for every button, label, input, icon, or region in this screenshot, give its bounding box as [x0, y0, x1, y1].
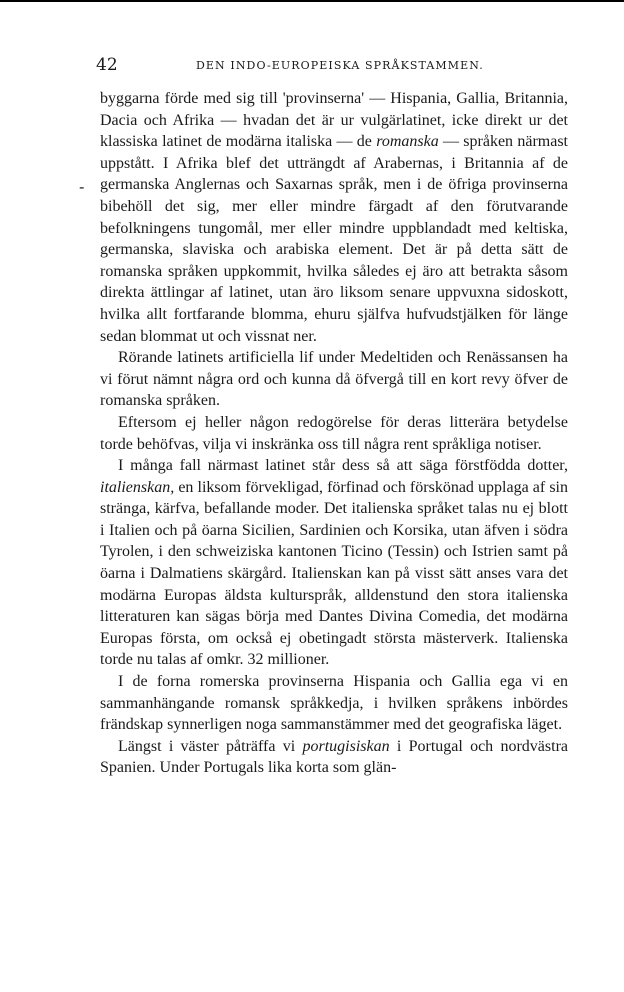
paragraph-text: Eftersom ej heller någon redogörelse för deras litterära betydelse torde behöfvas, vilja vi inskränka oss till några rent språkliga notiser. [100, 413, 568, 453]
body-text [100, 88, 568, 779]
page-header [96, 55, 568, 79]
paragraph [100, 88, 568, 347]
page-number: 42 [96, 55, 118, 75]
paragraph-text: — språken närmast uppstått. I Afrika blef det utträngdt af Arabernas, i Britannia af de germanska Anglernas och Saxarnas språk, men i de öfriga provinserna bibehöll det sig, mer eller mindre färgadt af den förutvarande befolkningens tungomål, mer eller mindre uppblandadt med keltiska, germanska, slaviska och arabiska element. Det är på detta sätt de romanska språken uppkommit, hvilka således ej äro att betrakta såsom direkta ättlingar af latinet, utan äro liksom senare uppvuxna sidoskott, hvilka allt fortfarande blomma, ehuru själfva hufvudstjälken för länge sedan blommat ut och vissnat ner. [100, 133, 569, 345]
paragraph-text: Rörande latinets artificiella lif under Medeltiden och Renässansen ha vi förut nämnt några ord och kunna då öfvergå till en kort revy öfver de romanska språken. [100, 349, 568, 410]
paragraph [100, 347, 568, 412]
emphasis-text: italienskan, [100, 478, 175, 496]
top-rule [0, 0, 624, 2]
paragraph-text: I de forna romerska provinserna Hispania och Gallia ega vi en sammanhängande romansk språkkedja, i hvilken språkens inbördes frändskap synnerligen noga sammanstämmer med det geografiska läget. [100, 673, 568, 734]
paragraph [100, 736, 568, 779]
emphasis-text: portugisiskan [302, 737, 390, 755]
paragraph-text: i Portugal och nordvästra Spanien. Under Portugals lika korta som glän- [100, 737, 568, 777]
emphasis-text: romanska [376, 133, 439, 151]
paragraph [100, 455, 568, 671]
paragraph-text: byggarna förde med sig till 'provinserna' — Hispania, Gallia, Britannia, Dacia och Afrika — hvadan det är ur vulgärlatinet, icke direkt ur det klassiska latinet de modärna italiska — de [100, 90, 568, 151]
paragraph [100, 671, 568, 736]
paragraph-text: en liksom förvekligad, förfinad och förskönad upplaga af sin stränga, kärfva, befallande moder. Det italienska språket talas nu ej blott i Italien och på öarna Sicilien, Sardinien och Korsika, utan äfven i södra Tyrolen, i den schweiziska kantonen Ticino (Tessin) och Istrien samt på öarna i Dalmatiens skärgård. Italienskan kan på visst sätt anses vara det modärna Europas äldsta kulturspråk, alldenstund den stora italienska litteraturen kan sägas börja med Dantes Divina Comedia, det modärna Europas första, om också ej obetingadt största mästerverk. Italienska torde nu talas af omkr. 32 millioner. [100, 478, 568, 669]
paragraph-text: Längst i väster påträffa vi [118, 737, 303, 755]
paragraph-text: I många fall närmast latinet står dess så att säga förstfödda dotter, [118, 457, 568, 475]
margin-mark: - [79, 177, 85, 196]
paragraph [100, 412, 568, 455]
running-head: DEN INDO-EUROPEISKA SPRÅKSTAMMEN. [196, 59, 484, 72]
